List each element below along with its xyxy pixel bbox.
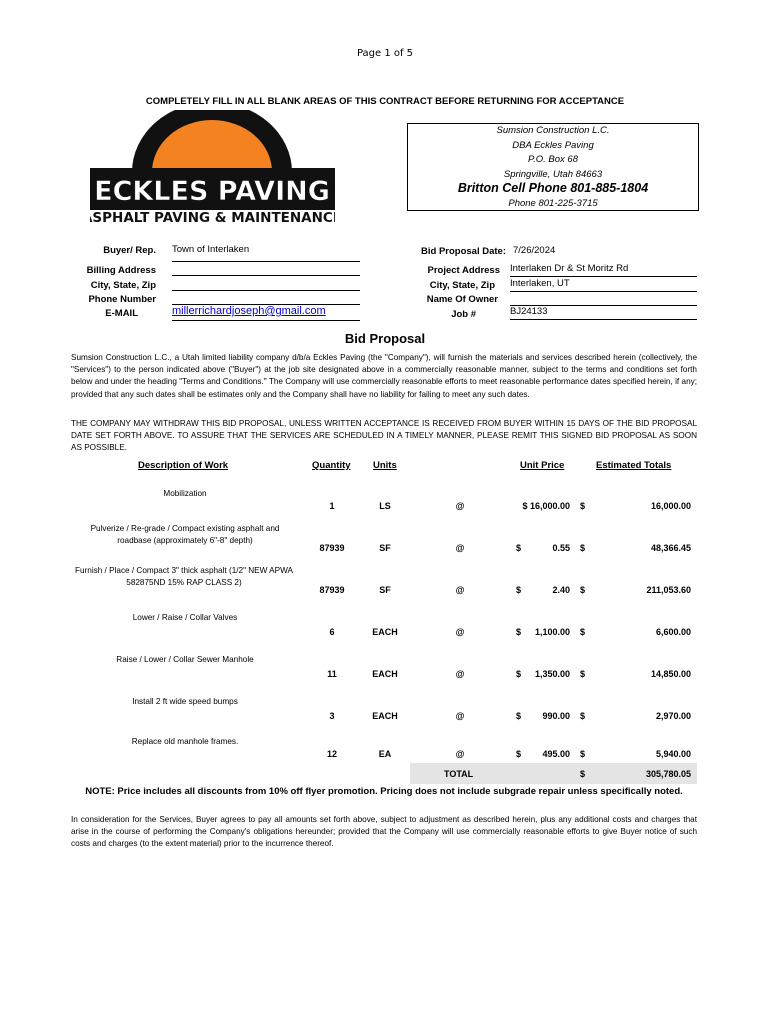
company-name: Sumsion Construction L.C.	[496, 125, 610, 136]
billing-address-label: Billing Address	[86, 265, 156, 276]
row-price-currency: $	[516, 669, 522, 679]
row-units: EA	[378, 749, 392, 759]
project-city-label: City, State, Zip	[429, 280, 495, 291]
buyer-field[interactable]: Town of Interlaken	[172, 244, 360, 262]
row-unit-price: 1,100.00	[534, 627, 570, 637]
row-at-symbol: @	[455, 501, 465, 511]
row-total: 6,600.00	[655, 627, 691, 637]
customer-city-label: City, State, Zip	[90, 280, 156, 291]
row-at-symbol: @	[455, 627, 465, 637]
billing-address-field[interactable]	[172, 263, 360, 276]
svg-text:ECKLES PAVING: ECKLES PAVING	[94, 176, 330, 207]
row-units: EACH	[372, 711, 398, 721]
row-description: Install 2 ft wide speed bumps	[132, 697, 238, 706]
buyer-label: Buyer/ Rep.	[103, 245, 156, 256]
row-price-currency: $	[516, 585, 522, 595]
row-unit-price: 2.40	[552, 585, 570, 595]
row-price-currency: $	[516, 749, 522, 759]
withdraw-paragraph: THE COMPANY MAY WITHDRAW THIS BID PROPOSAL, UNLESS WRITTEN ACCEPTANCE IS RECEIVED FROM BUYER WITHIN 15 DAYS OF THE BID PROPOSAL DATE SET FORTH ABOVE. TO ASSURE THAT THE SERVICES ARE SCHEDULED IN A TIMELY MANNER, PLEASE REMIT THIS SIGNED BID PROPOSAL AS SOON AS POSSIBLE.	[71, 419, 697, 453]
row-at-symbol: @	[455, 749, 465, 759]
row-price-currency: $	[516, 627, 522, 637]
consideration-paragraph: In consideration for the Services, Buyer agrees to pay all amounts set forth above, subject to adjustment as described herein, plus any additional costs and charges that arise in the course of performing the Company's obligations hereunder; provided that the Company will use commercially reasonable efforts to give Buyer notice of such costs and charges (to the extent material) prior to the incurrence thereof.	[71, 815, 697, 849]
row-quantity: 11	[327, 669, 337, 679]
row-price-currency: $	[516, 711, 522, 721]
eckles-paving-logo	[90, 110, 335, 228]
row-quantity: 1	[329, 501, 335, 511]
row-description: Lower / Raise / Collar Valves	[132, 613, 238, 622]
row-unit-price: 990.00	[542, 711, 570, 721]
total-label: TOTAL	[444, 769, 474, 779]
row-description: Pulverize / Re-grade / Compact existing asphalt and roadbase (approximately 6"-8" depth)	[90, 524, 280, 545]
row-at-symbol: @	[455, 711, 465, 721]
row-quantity: 3	[329, 711, 335, 721]
owner-name-label: Name Of Owner	[426, 294, 498, 305]
email-field[interactable]: millerrichardjoseph@gmail.com	[172, 305, 360, 321]
row-unit-price: 0.55	[552, 543, 570, 553]
section-title: Bid Proposal	[344, 331, 426, 346]
header-description: Description of Work	[138, 460, 229, 471]
row-total: 14,850.00	[650, 669, 691, 679]
row-units: EACH	[372, 627, 398, 637]
company-cell-phone: Britton Cell Phone 801-885-1804	[457, 181, 649, 195]
svg-text:ASPHALT PAVING & MAINTENANCE: ASPHALT PAVING & MAINTENANCE	[90, 210, 335, 226]
row-total-currency: $	[580, 585, 586, 595]
row-total: 16,000.00	[650, 501, 691, 511]
row-unit-price: 1,350.00	[534, 669, 570, 679]
email-label: E-MAIL	[105, 308, 138, 319]
row-quantity: 12	[326, 749, 337, 759]
row-units: EACH	[372, 669, 398, 679]
row-total-currency: $	[580, 711, 586, 721]
row-description: Raise / Lower / Collar Sewer Manhole	[116, 655, 254, 664]
company-phone: Phone 801-225-3715	[508, 198, 598, 209]
row-total-currency: $	[580, 669, 586, 679]
page-number: Page 1 of 5	[356, 48, 414, 59]
project-city-field[interactable]: Interlaken, UT	[510, 278, 697, 292]
row-total-currency: $	[580, 749, 586, 759]
bid-date-label: Bid Proposal Date:	[421, 246, 506, 257]
phone-number-label: Phone Number	[88, 294, 156, 305]
owner-name-field[interactable]	[510, 292, 697, 306]
row-units: SF	[379, 543, 391, 553]
row-description: Furnish / Place / Compact 3" thick asphalt (1/2" NEW APWA 582875ND 15% RAP CLASS 2)	[74, 566, 293, 587]
total-value: 305,780.05	[645, 769, 691, 779]
header-unit-price: Unit Price	[520, 460, 565, 471]
job-number-label: Job #	[451, 309, 476, 320]
row-quantity: 6	[329, 627, 335, 637]
row-units: SF	[379, 585, 391, 595]
row-at-symbol: @	[455, 669, 465, 679]
row-total-currency: $	[580, 543, 586, 553]
project-address-label: Project Address	[427, 265, 500, 276]
row-description: Replace old manhole frames.	[131, 737, 239, 746]
phone-number-field[interactable]	[172, 292, 360, 305]
row-description: Mobilization	[163, 489, 207, 498]
row-unit-price: $ 16,000.00	[522, 501, 570, 511]
job-number-field[interactable]: BJ24133	[510, 306, 697, 320]
header-units: Units	[373, 460, 397, 471]
total-currency: $	[580, 769, 586, 779]
row-total: 211,053.60	[646, 585, 691, 595]
company-city: Springville, Utah 84663	[503, 169, 603, 180]
bid-date-value: 7/26/2024	[513, 245, 556, 256]
row-units: LS	[379, 501, 391, 511]
company-dba: DBA Eckles Paving	[512, 140, 594, 151]
row-at-symbol: @	[455, 543, 465, 553]
row-total-currency: $	[580, 501, 586, 511]
customer-city-field[interactable]	[172, 278, 360, 291]
price-note: NOTE: Price includes all discounts from 10% off flyer promotion. Pricing does not include subgrade repair unless specifically noted.	[85, 786, 683, 797]
fill-notice: COMPLETELY FILL IN ALL BLANK AREAS OF THIS CONTRACT BEFORE RETURNING FOR ACCEPTANCE	[145, 96, 625, 107]
row-total: 5,940.00	[655, 749, 691, 759]
header-quantity: Quantity	[312, 460, 351, 471]
intro-paragraph: Sumsion Construction L.C., a Utah limited liability company d/b/a Eckles Paving (the "Company"), will furnish the materials and services described herein (collectively, the "Services") to the person indicated above ("Buyer") at the job site designated above in a commercially reasonable manner, subject to the terms and conditions set forth below and under the heading "Terms and Conditions." The Company will use commercially reasonable efforts to meet reasonable performance dates specified herein, if any; provided that any such dates shall be estimates only and the Company shall have no liability for failing to meet any such dates.	[71, 353, 697, 399]
row-total-currency: $	[580, 627, 586, 637]
project-address-field[interactable]: Interlaken Dr & St Moritz Rd	[510, 263, 697, 277]
company-po-box: P.O. Box 68	[528, 154, 578, 165]
company-info-box	[407, 123, 699, 211]
row-total: 48,366.45	[650, 543, 691, 553]
row-at-symbol: @	[455, 585, 465, 595]
row-quantity: 87939	[319, 543, 345, 553]
row-total: 2,970.00	[655, 711, 691, 721]
header-estimated-totals: Estimated Totals	[596, 460, 672, 471]
row-price-currency: $	[516, 543, 522, 553]
row-quantity: 87939	[319, 585, 345, 595]
row-unit-price: 495.00	[542, 749, 570, 759]
